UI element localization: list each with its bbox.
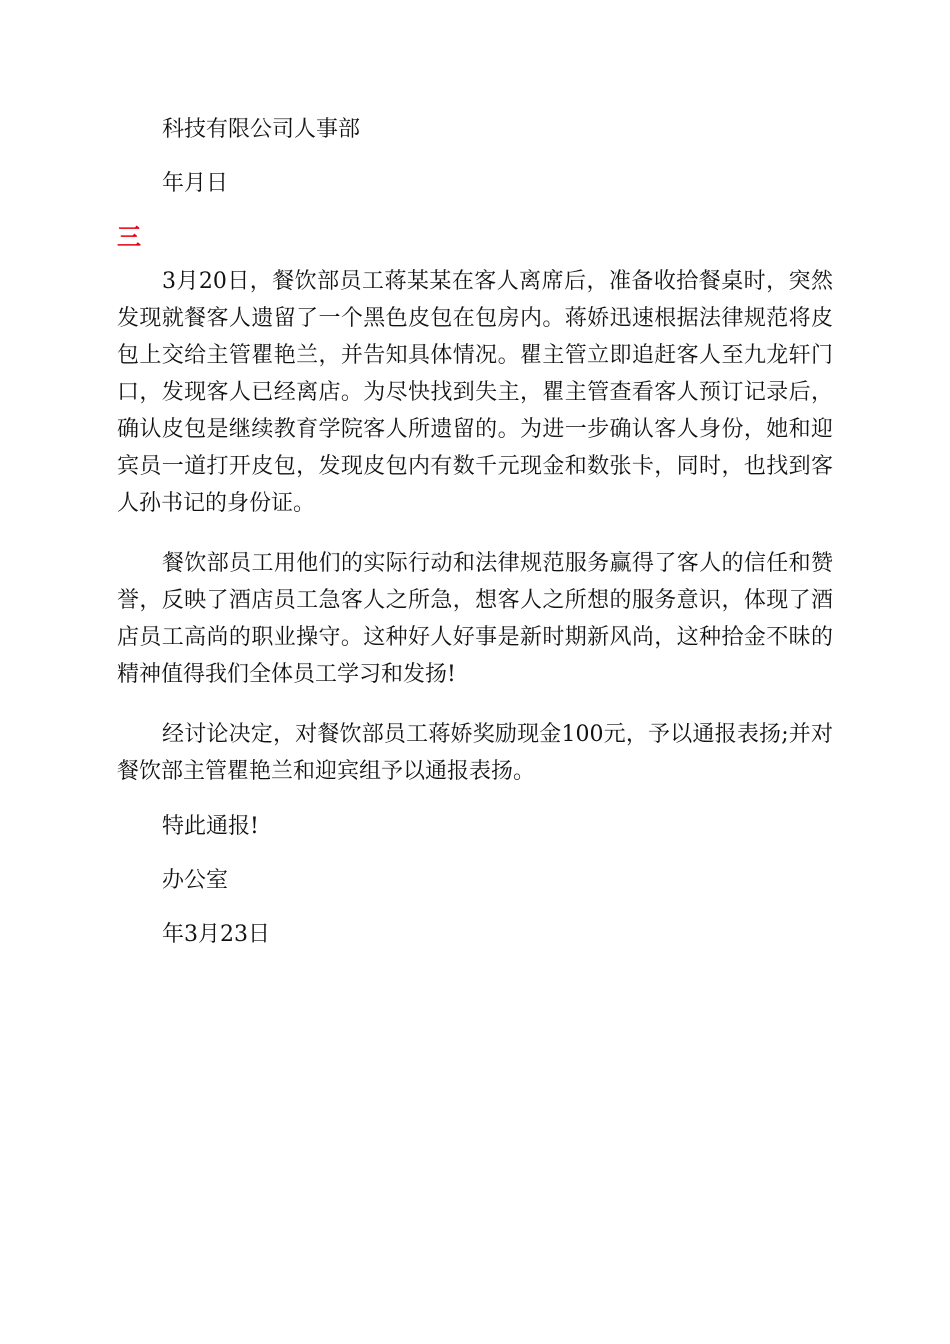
notice-line: 特此通报! bbox=[162, 814, 259, 839]
body-paragraph-praise: 餐饮部员工用他们的实际行动和法律规范服务赢得了客人的信任和赞誉，反映了酒店员工急客人之所急，想客人之所想的服务意识，体现了酒店员工高尚的职业操守。这种好人好事是新时期新风尚，这种拾金不昧的精神值得我们全体员工学习和发扬! bbox=[117, 551, 833, 687]
issuing-office: 办公室 bbox=[162, 868, 229, 893]
date-line: 年月日 bbox=[162, 171, 229, 196]
body-paragraph-decision: 经讨论决定，对餐饮部员工蒋娇奖励现金100元，予以通报表扬;并对餐饮部主管瞿艳兰和迎宾组予以通报表扬。 bbox=[117, 722, 833, 784]
body-paragraph-incident: 3月20日，餐饮部员工蒋某某在客人离席后，准备收拾餐桌时，突然发现就餐客人遗留了一个黑色皮包在包房内。蒋娇迅速根据法律规范将皮包上交给主管瞿艳兰，并告知具体情况。瞿主管立即追赶客人至九龙轩门口，发现客人已经离店。为尽快找到失主，瞿主管查看客人预订记录后，确认皮包是继续教育学院客人所遗留的。为进一步确认客人身份，她和迎宾员一道打开皮包，发现皮包内有数千元现金和数张卡，同时，也找到客人孙书记的身份证。 bbox=[117, 269, 833, 516]
company-department-line: 科技有限公司人事部 bbox=[162, 117, 361, 142]
section-number-heading: 三 bbox=[117, 223, 141, 251]
issue-date: 年3月23日 bbox=[162, 922, 270, 947]
